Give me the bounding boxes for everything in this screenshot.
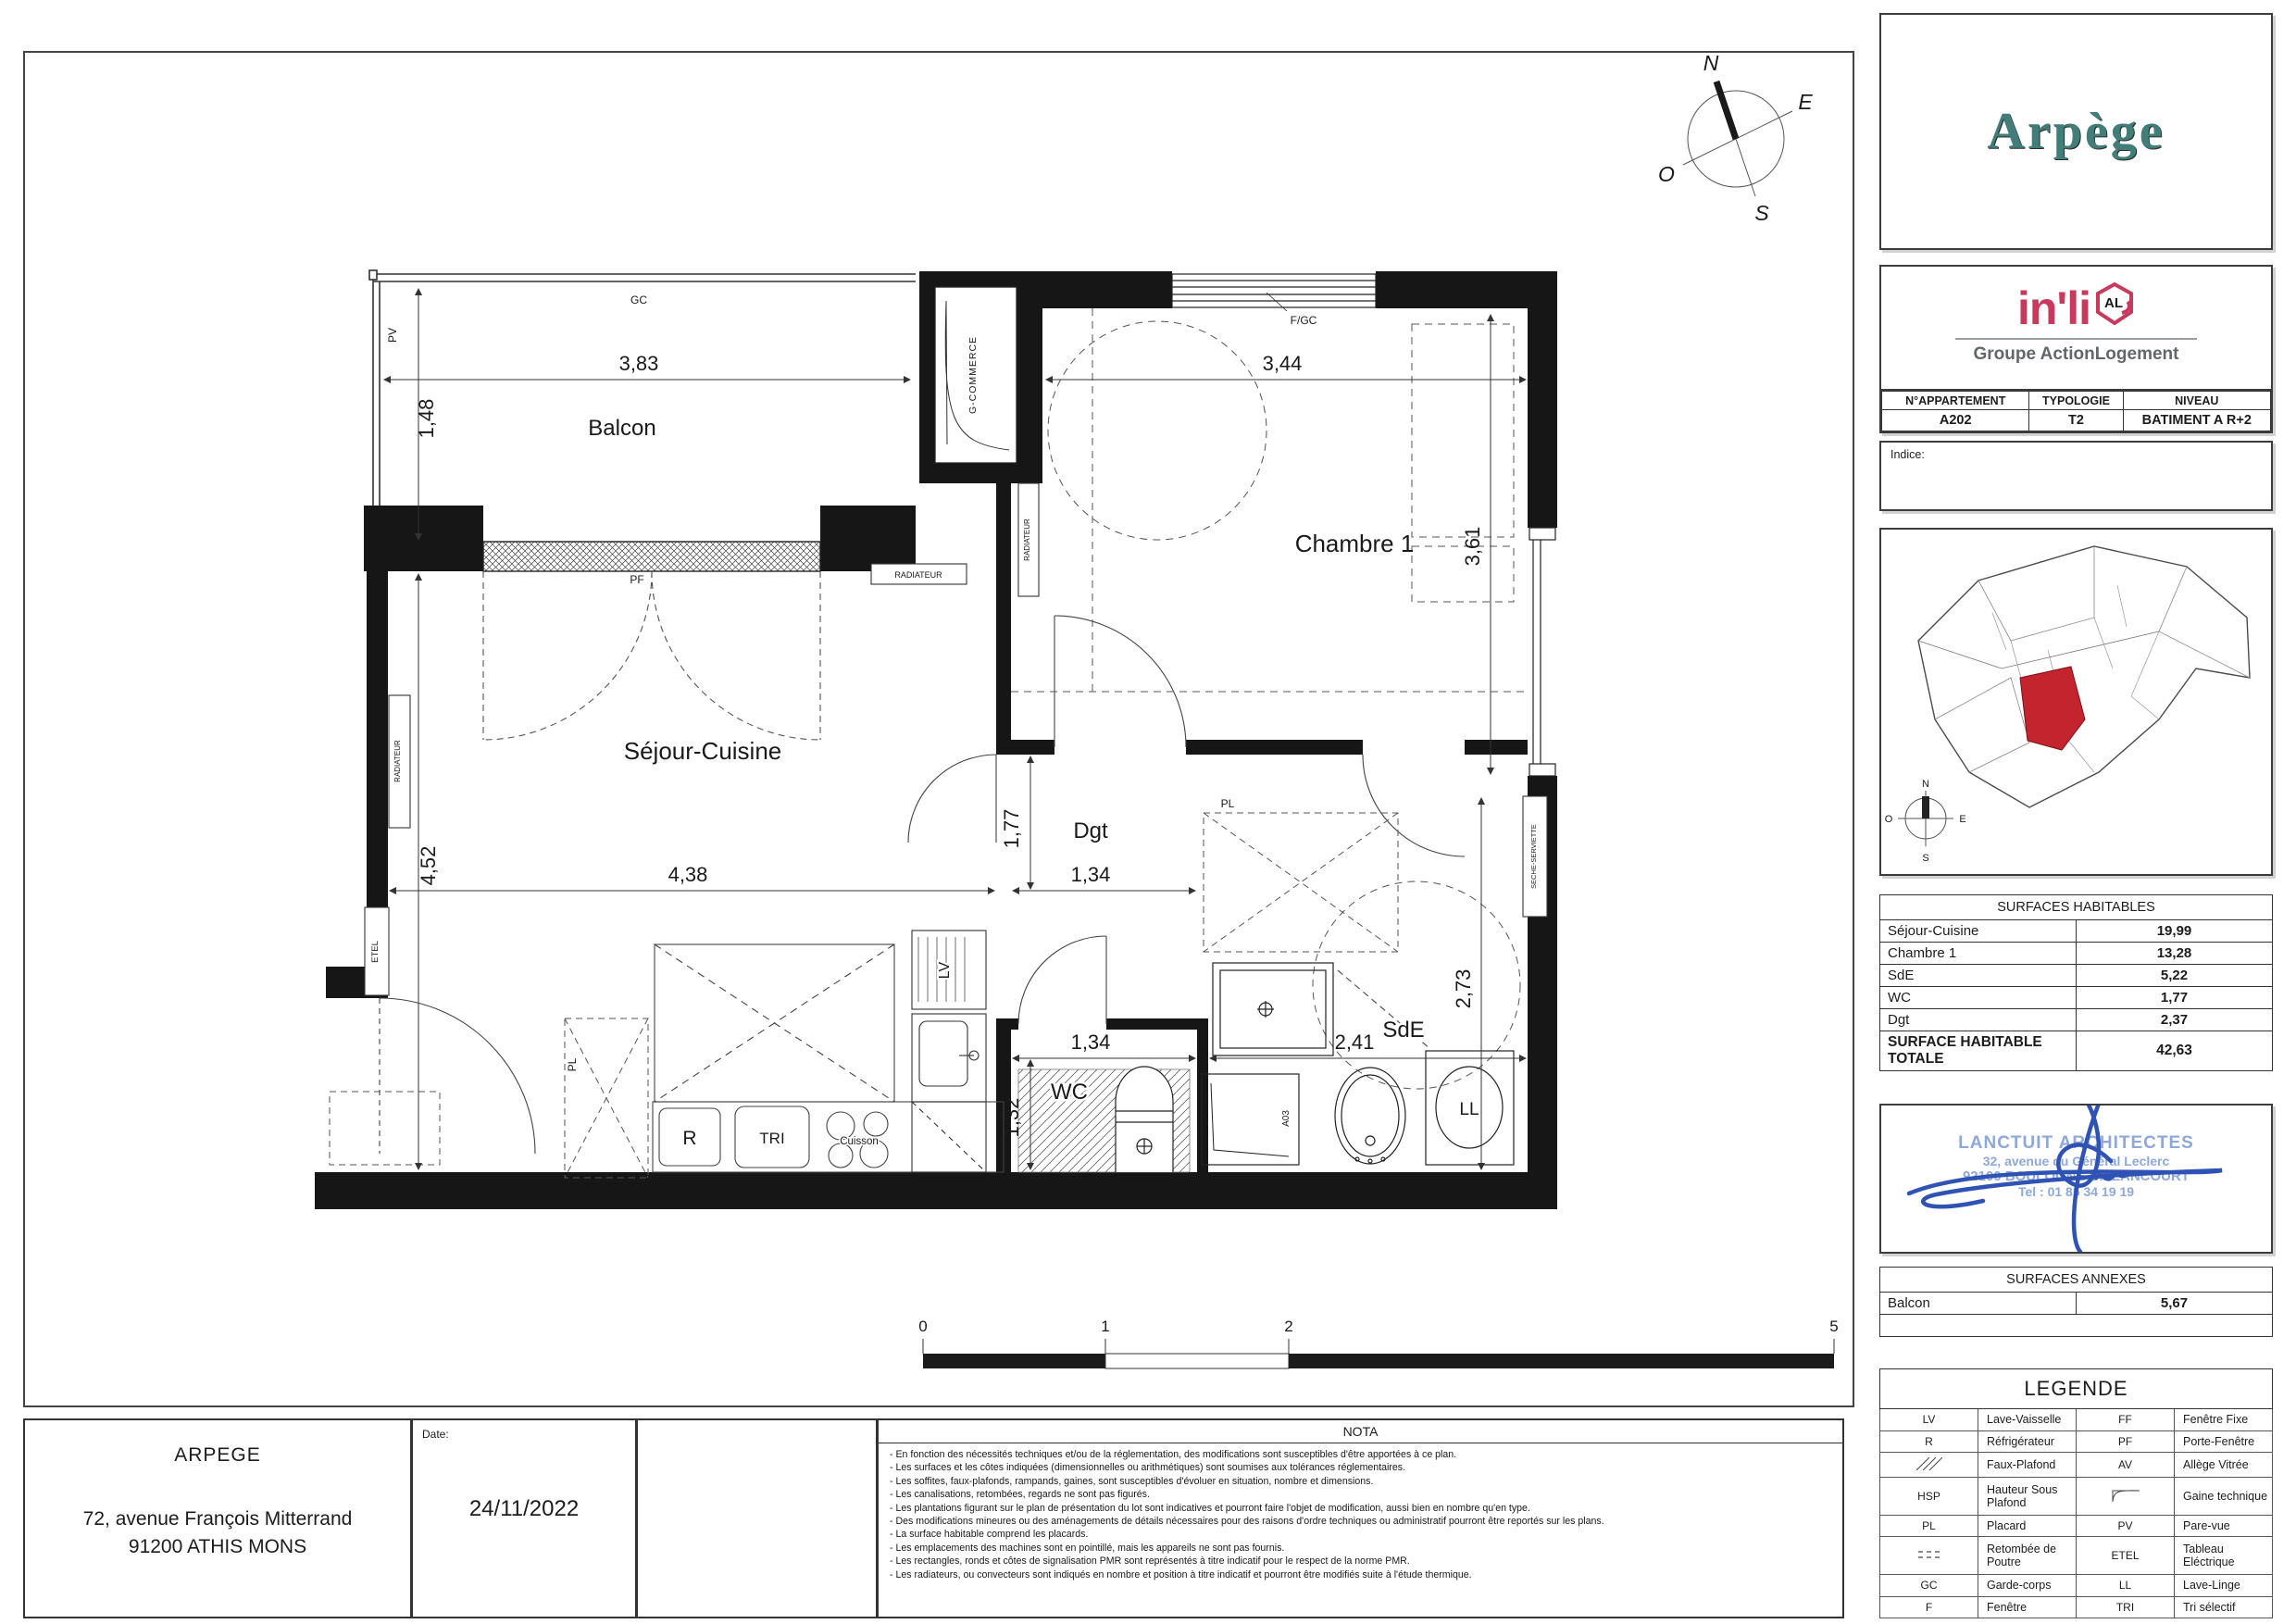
company-name: ARPEGE <box>174 1444 261 1466</box>
legend-abbr: R <box>1880 1430 1978 1452</box>
scale-0: 0 <box>918 1318 928 1335</box>
nota-box <box>877 1418 1844 1618</box>
nota-line: - Des modifications mineures ou des aménagements de détails nécessaires pour des raisons d'ordre techniques ou administratif pourront être reportés sur les plans. <box>890 1516 1604 1528</box>
legend-label: Réfrigérateur <box>1978 1430 2077 1452</box>
tag-radiateur-top: RADIATEUR <box>894 570 942 580</box>
nota-line: - La surface habitable comprend les placards. <box>890 1529 1089 1541</box>
plan-sheet <box>23 51 1854 1407</box>
floor-plan-drawing <box>25 53 1853 1405</box>
legend-label: Tableau Eléctrique <box>2175 1537 2273 1575</box>
legend-label: Garde-corps <box>1978 1575 2077 1596</box>
legend-abbr: F <box>1880 1596 1978 1618</box>
inli-al-badge-icon <box>2094 281 2135 331</box>
surface-label: WC <box>1880 987 2077 1009</box>
tag-cuisson: Cuisson <box>840 1136 879 1147</box>
beam-symbol <box>1880 1537 1978 1575</box>
arpege-logo-box <box>1879 13 2273 250</box>
legend-label: Lave-Vaisselle <box>1978 1409 2077 1430</box>
nota-line: - Les rectangles, ronds et côtes de signalisation PMR sont représentés à titre indicatif pour le respect de la norme PMR. <box>890 1555 1410 1568</box>
compass-o: O <box>1658 162 1675 186</box>
tag-pl-entry: PL <box>566 1057 579 1072</box>
nota-line: - Les plantations figurant sur le plan de présentation du lot sont indicatives et pourront faire l'objet de modification, aussi bien en nombre qu'en type. <box>890 1502 1530 1514</box>
stamp-line-4: Tel : 01 85 34 19 19 <box>2017 1184 2135 1199</box>
date-label: Date: <box>422 1428 449 1441</box>
legend-abbr: TRI <box>2077 1596 2175 1618</box>
dim-177: 1,77 <box>1000 808 1023 849</box>
dim-148: 1,48 <box>415 398 438 439</box>
legend-abbr: LL <box>2077 1575 2175 1596</box>
scale-2: 2 <box>1284 1318 1293 1335</box>
toilet <box>1116 1067 1173 1172</box>
table-row <box>1880 920 2273 943</box>
keyplan-compass-n: N <box>1922 779 1929 790</box>
dim-241: 2,41 <box>1334 1031 1375 1054</box>
keyplan-drawing <box>1881 530 2271 874</box>
balcony-door-arcs <box>483 571 820 740</box>
sde-fixtures <box>1202 881 1520 1165</box>
keyplan-compass-o: O <box>1884 814 1893 825</box>
dim-383: 3,83 <box>618 352 659 375</box>
tag-fgc: F/GC <box>1290 314 1317 327</box>
surface-value: 13,28 <box>2077 943 2273 965</box>
legend-label: Hauteur Sous Plafond <box>1978 1478 2077 1516</box>
room-label-wc: WC <box>1051 1080 1088 1105</box>
table-row <box>1880 1293 2273 1315</box>
legend-label: Allège Vitrée <box>2175 1453 2273 1478</box>
tag-ll: LL <box>1459 1100 1479 1119</box>
keyplan-compass-icon <box>1885 779 1966 864</box>
legend-abbr: LV <box>1880 1409 1978 1430</box>
dim-132: 1,32 <box>1000 1097 1023 1138</box>
dim-361: 3,61 <box>1461 526 1484 567</box>
room-label-sde: SdE <box>1382 1018 1425 1043</box>
compass-n: N <box>1703 53 1719 75</box>
nota-line: - En fonction des nécessités techniques et/ou de la réglementation, des modifications sont susceptibles d'être apportées à ce plan. <box>890 1449 1457 1460</box>
apt-header-typo: TYPOLOGIE <box>2029 392 2123 410</box>
keyplan-compass-s: S <box>1922 853 1929 864</box>
apt-value-niveau: BATIMENT A R+2 <box>2123 410 2270 431</box>
closet-pl-upper <box>1204 813 1398 952</box>
legend-table <box>1879 1368 2273 1618</box>
tag-lv: LV <box>937 961 953 980</box>
indice-label: Indice: <box>1890 448 1925 461</box>
surface-value: 2,37 <box>2077 1009 2273 1031</box>
surfaces-total-label: SURFACE HABITABLE TOTALE <box>1880 1031 2077 1071</box>
legend-label: Gaine technique <box>2175 1478 2273 1516</box>
room-label-chambre: Chambre 1 <box>1294 530 1415 557</box>
legend-abbr: AV <box>2077 1453 2175 1478</box>
balcony-window-pf <box>483 542 820 571</box>
compass-rose <box>1658 53 1813 225</box>
legend-abbr: PF <box>2077 1430 2175 1452</box>
annex-value: 5,67 <box>2077 1293 2273 1315</box>
legend-row <box>1880 1575 2273 1596</box>
legend-row <box>1880 1409 2273 1430</box>
nota-title: NOTA <box>879 1420 1842 1443</box>
apt-value-num: A202 <box>1882 410 2029 431</box>
legend-label: Porte-Fenêtre <box>2175 1430 2273 1452</box>
nota-line: - Les canalisations, retombées, regards ne sont pas figurés. <box>890 1489 1150 1501</box>
tag-etel: ETEL <box>370 941 381 963</box>
surface-label: SdE <box>1880 965 2077 987</box>
surface-value: 1,77 <box>2077 987 2273 1009</box>
legend-row <box>1880 1537 2273 1575</box>
signature-icon <box>1881 1106 2271 1254</box>
apt-header-num: N°APPARTEMENT <box>1882 392 2029 410</box>
surfaces-total-value: 42,63 <box>2077 1031 2273 1071</box>
dim-452: 4,52 <box>417 845 440 886</box>
legend-label: Retombée de Poutre <box>1978 1537 2077 1575</box>
compass-e: E <box>1798 90 1813 114</box>
wall-openings <box>380 528 1557 1154</box>
dim-273: 2,73 <box>1452 968 1475 1009</box>
surface-label: Chambre 1 <box>1880 943 2077 965</box>
company-address-line2: 91200 ATHIS MONS <box>128 1536 307 1557</box>
tag-gcommerce: G-COMMERCE <box>967 335 979 415</box>
title-block-empty <box>636 1418 878 1618</box>
inli-logo: in'li <box>2016 282 2091 334</box>
dim-438: 4,38 <box>668 863 708 886</box>
stamp-line-1: LANCTUIT ARCHITECTES <box>1958 1133 2194 1153</box>
compass-s: S <box>1754 201 1769 225</box>
legend-abbr: HSP <box>1880 1478 1978 1516</box>
table-row <box>1880 987 2273 1009</box>
dim-134-dgt: 1,34 <box>1070 863 1111 886</box>
legend-row <box>1880 1430 2273 1452</box>
table-row <box>1880 1009 2273 1031</box>
apt-value-typo: T2 <box>2029 410 2123 431</box>
legend-row <box>1880 1596 2273 1618</box>
stamp-line-2: 32, avenue du Général Leclerc <box>1982 1154 2170 1168</box>
surfaces-habitables-table <box>1879 894 2273 1093</box>
tag-radiateur-chambre: RADIATEUR <box>1023 518 1031 561</box>
scale-5: 5 <box>1829 1318 1839 1335</box>
legend-label: Pare-vue <box>2175 1515 2273 1536</box>
inli-logo-box <box>1879 265 2273 400</box>
hatch-symbol <box>1880 1453 1978 1478</box>
door-arcs <box>380 616 1465 1154</box>
tag-a03: A03 <box>1281 1110 1292 1127</box>
room-label-sejour: Séjour-Cuisine <box>623 737 782 765</box>
groupe-actionlogement-label: Groupe ActionLogement <box>1955 338 2197 365</box>
legend-label: Fenêtre Fixe <box>2175 1409 2273 1430</box>
tag-radiateur-left: RADIATEUR <box>393 740 402 782</box>
nota-line: - Les emplacements des machines sont en pointillé, mais les appareils ne sont pas fournis. <box>890 1542 1285 1554</box>
title-block-company <box>23 1418 412 1618</box>
room-label-balcon: Balcon <box>588 416 656 441</box>
company-address-line1: 72, avenue François Mitterrand <box>82 1508 353 1530</box>
surface-label: Séjour-Cuisine <box>1880 920 2077 943</box>
scale-1: 1 <box>1101 1318 1110 1335</box>
surfaces-title: SURFACES HABITABLES <box>1880 895 2273 920</box>
legend-row <box>1880 1453 2273 1478</box>
legend-row <box>1880 1515 2273 1536</box>
tag-r: R <box>682 1128 697 1149</box>
legend-label: Fenêtre <box>1978 1596 2077 1618</box>
legend-abbr: FF <box>2077 1409 2175 1430</box>
legend-title: LEGENDE <box>1880 1369 2273 1409</box>
nota-line: - Les radiateurs, ou convecteurs sont indiqués en nombre et position à titre indicatif et pourront être modifiés suite à l'étude thermique. <box>890 1568 1472 1580</box>
chambre-top-window <box>1172 274 1376 311</box>
nota-line: - Les surfaces et les côtes indiquées (dimensionnelles ou arithmétiques) sont soumises aux tolérances réglementaires. <box>890 1462 1406 1474</box>
nota-line: - Les soffites, faux-plafonds, rampands, gaines, sont susceptibles d'évoluer en situation, nombre et dimensions. <box>890 1475 1374 1487</box>
legend-abbr: GC <box>1880 1575 1978 1596</box>
tag-seche-serviette: SECHE-SERVIETTE <box>1529 824 1538 889</box>
indice-box <box>1879 441 2273 511</box>
legend-label: Tri sélectif <box>2175 1596 2273 1618</box>
arpege-logo: Arpège <box>1987 103 2165 160</box>
title-block-date <box>411 1418 637 1618</box>
tag-pf: PF <box>630 573 644 586</box>
legend-label: Faux-Plafond <box>1978 1453 2077 1478</box>
surface-value: 5,22 <box>2077 965 2273 987</box>
tag-gc: GC <box>630 294 647 306</box>
keyplan-box <box>1879 528 2273 876</box>
apartment-info-table <box>1879 389 2273 433</box>
surface-value: 19,99 <box>2077 920 2273 943</box>
legend-abbr: PL <box>1880 1515 1978 1536</box>
keyplan-compass-e: E <box>1959 814 1966 825</box>
table-row <box>1880 943 2273 965</box>
surfaces-total-row <box>1880 1031 2273 1071</box>
annex-label: Balcon <box>1880 1293 2077 1315</box>
legend-label: Placard <box>1978 1515 2077 1536</box>
scale-bar <box>918 1318 1838 1368</box>
legend-label: Lave-Linge <box>2175 1575 2273 1596</box>
architect-stamp-box <box>1879 1104 2273 1254</box>
surface-label: Dgt <box>1880 1009 2077 1031</box>
annexes-empty-row <box>1880 1315 2273 1337</box>
tag-pl-upper: PL <box>1220 797 1235 810</box>
svg-text:AL: AL <box>2104 295 2124 311</box>
date-value: 24/11/2022 <box>468 1496 580 1521</box>
surfaces-annexes-table <box>1879 1267 2273 1352</box>
table-row <box>1880 965 2273 987</box>
legend-abbr: PV <box>2077 1515 2175 1536</box>
gaine-symbol <box>2077 1478 2175 1516</box>
legend-row <box>1880 1478 2273 1516</box>
room-label-dgt: Dgt <box>1073 818 1108 843</box>
apt-header-niveau: NIVEAU <box>2123 392 2270 410</box>
annexes-title: SURFACES ANNEXES <box>1880 1268 2273 1293</box>
tag-pv: PV <box>386 327 399 344</box>
stamp-line-3: 92100 BOULOGNE BILLANCOURT <box>1962 1168 2190 1184</box>
tag-tri: TRI <box>759 1130 785 1147</box>
legend-abbr: ETEL <box>2077 1537 2175 1575</box>
dim-344: 3,44 <box>1262 352 1303 375</box>
dim-134-wc: 1,34 <box>1070 1031 1111 1054</box>
